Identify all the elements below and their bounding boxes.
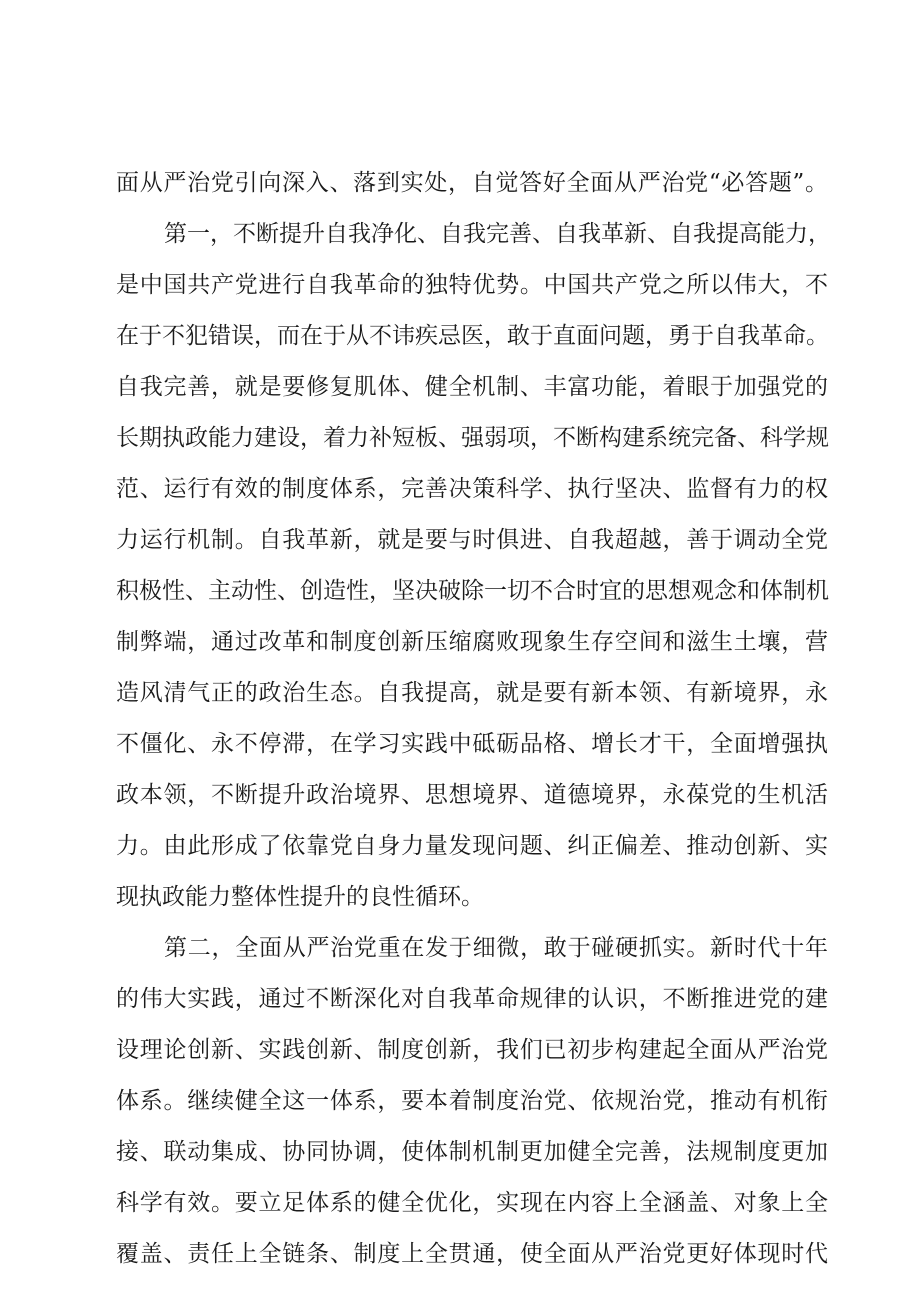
text-line: 接、联动集成、协同协调，使体制机制更加健全完善，法规制度更加 (116, 1139, 828, 1165)
text-line: 不僵化、永不停滞，在学习实践中砥砺品格、增长才干，全面增强执 (116, 731, 828, 757)
text-line: 造风清气正的政治生态。自我提高，就是要有新本领、有新境界，永 (116, 680, 828, 706)
text-line: 积极性、主动性、创造性，坚决破除一切不合时宜的思想观念和体制机 (116, 578, 829, 604)
text-line: 的伟大实践，通过不断深化对自我革命规律的认识，不断推进党的建 (116, 986, 828, 1012)
text-line: 制弊端，通过改革和制度创新压缩腐败现象生存空间和滋生土壤，营 (116, 629, 828, 655)
text-line: 力运行机制。自我革新，就是要与时俱进、自我超越，善于调动全党 (116, 527, 828, 553)
text-line: 在于不犯错误，而在于从不讳疾忌医，敢于直面问题，勇于自我革命。 (116, 323, 829, 349)
text-line: 科学有效。要立足体系的健全优化，实现在内容上全涵盖、对象上全 (116, 1190, 828, 1216)
document-body (116, 158, 831, 1280)
paragraph-first-line: 第一，不断提升自我净化、自我完善、自我革新、自我提高能力， (164, 221, 831, 247)
text-line: 体系。继续健全这一体系，要本着制度治党、依规治党，推动有机衔 (116, 1088, 828, 1114)
text-line: 力。由此形成了依靠党自身力量发现问题、纠正偏差、推动创新、实 (116, 833, 828, 859)
text-line: 设理论创新、实践创新、制度创新，我们已初步构建起全面从严治党 (116, 1037, 828, 1063)
text-line: 覆盖、责任上全链条、制度上全贯通，使全面从严治党更好体现时代 (116, 1241, 828, 1267)
paragraph-first-line: 第二，全面从严治党重在发于细微，敢于碰硬抓实。新时代十年 (164, 935, 828, 961)
paragraph-last-line: 现执政能力整体性提升的良性循环。 (116, 884, 484, 910)
text-line: 自我完善，就是要修复肌体、健全机制、丰富功能，着眼于加强党的 (116, 374, 828, 400)
text-line: 是中国共产党进行自我革命的独特优势。中国共产党之所以伟大，不 (116, 272, 828, 298)
text-line: 面从严治党引向深入、落到实处，自觉答好全面从严治党“必答题”。 (116, 170, 828, 196)
text-line: 长期执政能力建设，着力补短板、强弱项，不断构建系统完备、科学规 (116, 425, 829, 451)
text-line: 范、运行有效的制度体系，完善决策科学、执行坚决、监督有力的权 (116, 476, 828, 502)
text-line: 政本领，不断提升政治境界、思想境界、道德境界，永葆党的生机活 (116, 782, 828, 808)
